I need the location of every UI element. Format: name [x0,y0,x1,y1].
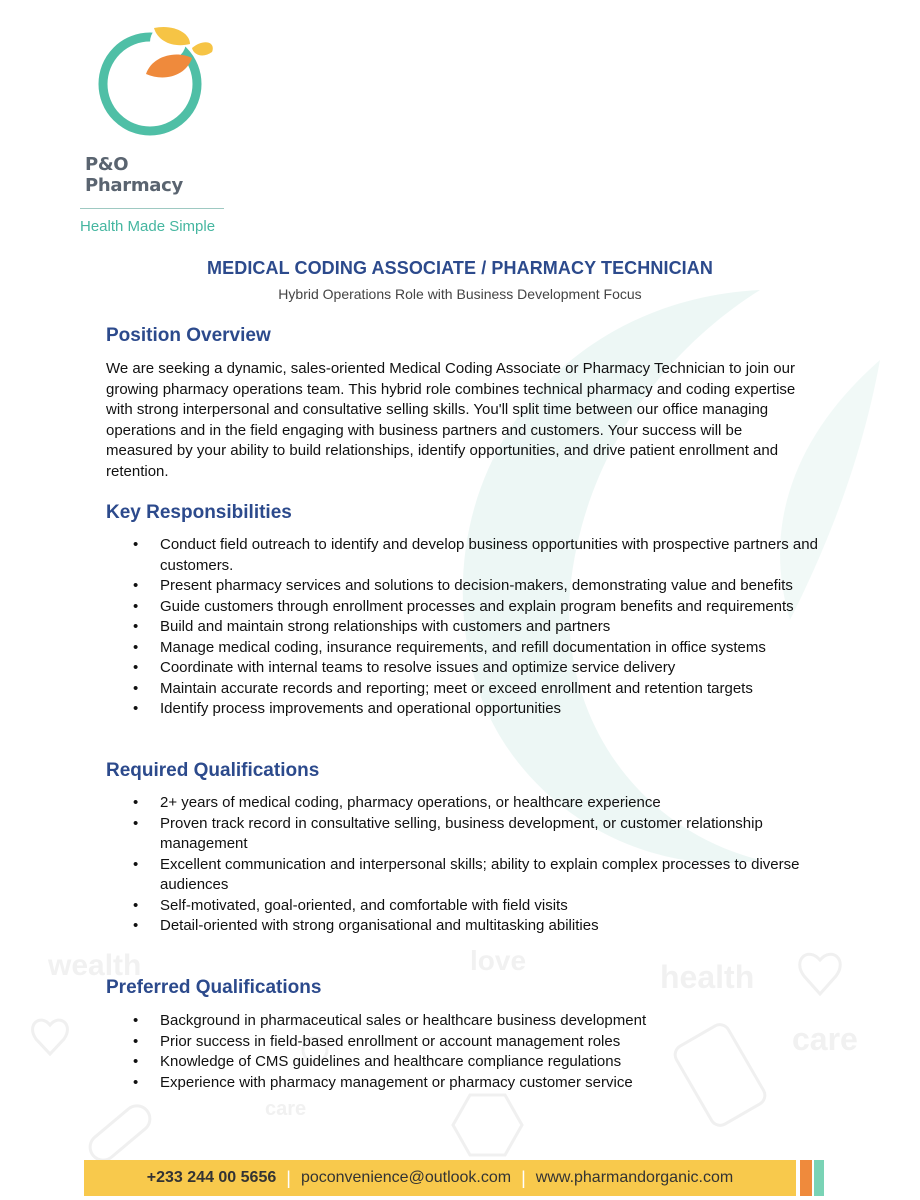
watermark-word-health: health [660,959,755,995]
list-item: • Proven track record in consultative selling, business development, or customer relationship management [106,814,826,855]
footer-separator: | [521,1167,526,1188]
footer-phone[interactable]: +233 244 00 5656 [146,1169,277,1186]
job-title: MEDICAL CODING ASSOCIATE / PHARMACY TECHNICIAN [207,258,713,278]
section-heading-required: Required Qualifications [106,760,320,781]
list-item: • Identify process improvements and operational opportunities [106,699,826,720]
list-item: • 2+ years of medical coding, pharmacy operations, or healthcare experience [106,793,826,814]
section-heading-overview: Position Overview [106,325,271,346]
overview-line: growing pharmacy operations team. This hybrid role combines technical pharmacy and coding expertise [106,380,796,398]
brand-tagline: Health Made Simple [80,218,216,235]
logo-mark-icon [94,22,214,140]
overview-line: We are seeking a dynamic, sales-oriented Medical Coding Associate or Pharmacy Technician to join our [106,360,795,377]
watermark-word-care: care [792,1021,858,1057]
list-item: • Guide customers through enrollment processes and explain program benefits and requirements [106,597,826,618]
list-item: • Self-motivated, goal-oriented, and comfortable with field visits [106,896,826,917]
overview-line: operations and in the field engaging with business partners and customers. Your success will be [106,421,743,439]
contact-footer [84,1160,796,1196]
list-item: • Maintain accurate records and reporting; meet or exceed enrollment and retention targets [106,679,826,700]
required-qualifications-list [106,793,826,937]
list-item: • Prior success in field-based enrollment or account management roles [106,1032,826,1053]
overview-line: with strong interpersonal and consultative selling skills. You'll split time between our office managing [106,401,769,419]
list-item: • Manage medical coding, insurance requirements, and refill documentation in office systems [106,638,826,659]
responsibilities-list [106,535,826,720]
list-item: • Excellent communication and interpersonal skills; ability to explain complex processes to diverse audiences [106,855,826,896]
footer-accent-teal [814,1160,824,1196]
brand-name: P&O Pharmacy [85,154,183,196]
list-item: • Background in pharmaceutical sales or healthcare business development [106,1011,826,1032]
overview-line: retention. [106,462,169,480]
footer-accent-orange [800,1160,812,1196]
list-item: • Conduct field outreach to identify and develop business opportunities with prospective partners and customers. [106,535,826,576]
preferred-qualifications-list [106,1011,826,1093]
overview-line: measured by your ability to build relationships, identify opportunities, and drive patient enrollment and [106,442,779,460]
list-item: • Present pharmacy services and solutions to decision-makers, demonstrating value and benefits [106,576,826,597]
brand-logo [80,22,230,235]
footer-separator: | [286,1167,291,1188]
brand-divider [80,208,224,209]
list-item: • Coordinate with internal teams to resolve issues and optimize service delivery [106,658,826,679]
section-heading-preferred: Preferred Qualifications [106,977,322,998]
list-item: • Experience with pharmacy management or pharmacy customer service [106,1073,826,1094]
list-item: • Knowledge of CMS guidelines and healthcare compliance regulations [106,1052,826,1073]
overview-paragraph [106,359,826,483]
watermark-word-love: love [470,945,527,976]
section-heading-responsibilities: Key Responsibilities [106,502,292,523]
footer-email[interactable]: poconvenience@outlook.com [300,1169,512,1186]
watermark-word-wealth: wealth [48,949,142,982]
footer-website[interactable]: www.pharmandorganic.com [535,1169,734,1186]
list-item: • Detail-oriented with strong organisational and multitasking abilities [106,916,826,937]
watermark-word-care-small: care [265,1098,307,1120]
job-subtitle: Hybrid Operations Role with Business Development Focus [278,286,642,302]
list-item: • Build and maintain strong relationships with customers and partners [106,617,826,638]
